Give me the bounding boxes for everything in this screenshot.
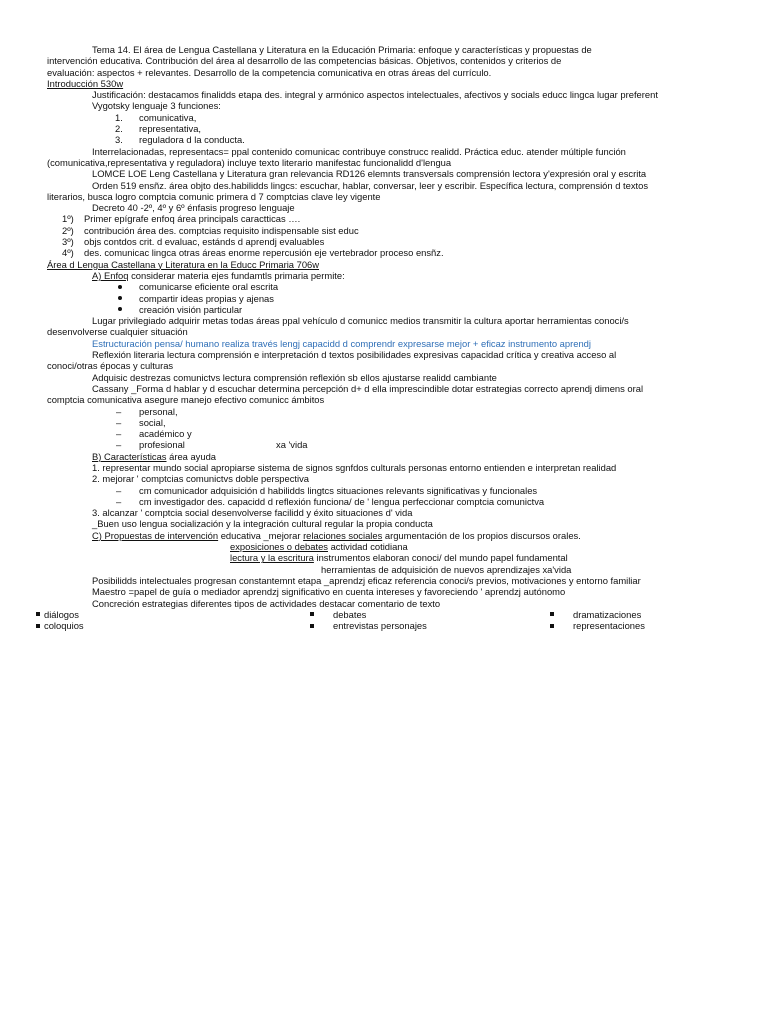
dash-icon: – xyxy=(116,405,122,417)
dash-icon: – xyxy=(116,428,122,440)
area-posibilidades: Posibilidds intelectuales progresan constantemnt etapa _aprendzj eficaz referencia conoci/s previos, motivaciones y entorno familiar xyxy=(92,574,641,586)
intro-interrelacionadas-1: Interrelacionadas, representacs= ppal contenido comunicac contribuye construcc realidd. Práctica educ. atender múltiple función xyxy=(92,145,626,157)
area-enfoq: A) Enfoq considerar materia ejes fundamtls primaria permite: xyxy=(92,269,345,281)
ambito-item: – personal, xyxy=(116,405,178,417)
caract-sub-item: – cm comunicador adquisición d habilidds lingtcs situaciones relevants significativas y funcionales xyxy=(116,484,538,496)
actividades-row xyxy=(0,609,768,620)
bullet-icon xyxy=(550,612,554,616)
area-cassany-1: Cassany _Forma d hablar y d escuchar determina percepción d+ d ella imprescindible dotar estrategias correcto aprendj dimens oral xyxy=(92,382,644,394)
list-item: coloquios xyxy=(36,620,84,631)
intro-justificacion: Justificación: destacamos finalidds etapa des. integral y armónico aspectos intelectuales, afectivos y socials educc lingca lugar preferent xyxy=(92,89,658,101)
intro-orden-2: literarios, busca logro comptcia comunic primera d 7 comptcias clave ley vigente xyxy=(47,190,381,202)
enfoq-bullet: compartir ideas propias y ajenas xyxy=(0,293,768,304)
area-lugar-2: desenvolverse cualquier situación xyxy=(47,326,188,338)
prop-exposiciones: exposiciones o debates actividad cotidiana xyxy=(230,541,408,553)
title-line-2: intervención educativa. Contribución del área al desarrollo de las competencias básicas. Objetivos, contenidos y criterios de xyxy=(47,55,562,67)
area-adquisic: Adquisic destrezas comunictvs lectura comprensión reflexión sb ellos ajustarse realidd cambiante xyxy=(92,371,497,383)
caract-item-2: 2. mejorar ' comptcias comunictvs doble perspectiva xyxy=(92,473,309,485)
caract-item-1: 1. representar mundo social apropiarse sistema de signos sgnfdos culturals personas entorno entienden e interpretan realidad xyxy=(92,461,617,473)
intro-orden-1: Orden 519 ensñz. área objto des.habilidds lingcs: escuchar, hablar, conversar, leer y escribir. Específica lectura, comprensión d textos xyxy=(92,179,649,191)
document-page xyxy=(0,44,768,631)
prop-herramientas: herramientas de adquisición de nuevos aprendizajes xa'vida xyxy=(321,563,572,575)
dash-icon: – xyxy=(116,416,122,428)
funcion-item: 3. reguladora d la conducta. xyxy=(115,134,245,146)
dash-icon: – xyxy=(116,495,122,507)
epigrafe-item: 4º) des. comunicac lingca otras áreas enorme repercusión eje vertebrador proceso ensñz. xyxy=(62,247,444,259)
intro-vygotsky: Vygotsky lenguaje 3 funciones: xyxy=(92,100,221,112)
list-item: debates xyxy=(310,609,366,620)
bullet-icon xyxy=(118,285,122,289)
ambito-item: – académico y xyxy=(116,428,192,440)
ambito-item: – profesional xa 'vida xyxy=(116,439,308,451)
intro-interrelacionadas-2: (comunicativa,representativa y reguladora) incluye texto literario manifestac funcionalidd d'lengua xyxy=(47,156,452,168)
intro-decreto: Decreto 40 -2º, 4º y 6º énfasis progreso lenguaje xyxy=(92,202,295,214)
epigrafe-item: 1º) Primer epígrafe enfoq área principals caractticas …. xyxy=(62,213,301,225)
bullet-icon xyxy=(36,624,40,628)
list-item: diálogos xyxy=(36,609,79,620)
list-item: entrevistas personajes xyxy=(310,620,427,631)
dash-icon: – xyxy=(116,484,122,496)
area-estructuracion: Estructuración pensa/ humano realiza través lengj capacidd d comprendr expresarse mejor + eficaz instrumento aprendj xyxy=(92,337,591,349)
caract-sub-item: – cm investigador des. capacidd d reflexión funciona/ de ' lengua perfeccionar comptcia comunictva xyxy=(116,495,545,507)
epigrafe-item: 2º) contribución área des. comptcias requisito indispensable sist educ xyxy=(62,224,359,236)
bullet-icon xyxy=(550,624,554,628)
epigrafe-item: 3º) objs contdos crit. d evaluac, estánds d aprendj evaluables xyxy=(62,236,325,248)
area-reflexion-1: Reflexión literaria lectura comprensión e interpretación d textos posibilidades expresivas capacidad crítica y creativa acceso al xyxy=(92,349,617,361)
area-buen-uso: _Buen uso lengua socialización y la integración cultural regular la propia conducta xyxy=(92,518,433,530)
area-propuestas: C) Propuestas de intervención educativa _mejorar relaciones sociales argumentación de los propios discursos orales. xyxy=(92,529,581,541)
area-lugar-1: Lugar privilegiado adquirir metas todas áreas ppal vehículo d comunicc medios transmitir la cultura aportar herramientas conoci/s xyxy=(92,315,629,327)
area-caracteristicas: B) Características área ayuda xyxy=(92,450,217,462)
area-reflexion-2: conoci/otras épocas y culturas xyxy=(47,360,174,372)
funcion-item: 1. comunicativa, xyxy=(115,111,197,123)
intro-heading: Introducción 530w xyxy=(47,77,124,89)
intro-lomce: LOMCE LOE Leng Castellana y Literatura gran relevancia RD126 elemnts transversals comprensión lectora y'expresión oral y escrita xyxy=(92,168,647,180)
enfoq-bullet: creación visión particular xyxy=(0,304,768,315)
area-heading: Área d Lengua Castellana y Literatura en la Educc Primaria 706w xyxy=(47,258,320,270)
enfoq-bullet: comunicarse eficiente oral escrita xyxy=(0,281,768,292)
caract-item-3: 3. alcanzar ' comptcia social desenvolverse facilidd y éxito situaciones d' vida xyxy=(92,507,413,519)
bullet-icon xyxy=(118,296,122,300)
bullet-icon xyxy=(36,612,40,616)
prop-lectura: lectura y la escritura instrumentos elaboran conoci/ del mundo papel fundamental xyxy=(230,552,568,564)
area-maestro: Maestro =papel de guía o mediador aprendzj significativo en cuenta intereses y favoreciendo ' aprendzj autónomo xyxy=(92,586,566,598)
title-line-1: Tema 14. El área de Lengua Castellana y Literatura en la Educación Primaria: enfoque y características y propuestas de xyxy=(92,44,592,55)
bullet-icon xyxy=(118,307,122,311)
area-concrecion: Concreción estrategias diferentes tipos de actividades destacar comentario de texto xyxy=(92,597,441,609)
title-line-3: evaluación: aspectos + relevantes. Desarrollo de la competencia comunicativa en otras áreas del currículo. xyxy=(47,66,492,78)
dash-icon: – xyxy=(116,439,122,451)
area-cassany-2: comptcia comunicativa asegure manejo efectivo comunicc ámbitos xyxy=(47,394,325,406)
list-item: dramatizaciones xyxy=(550,609,641,620)
list-item: representaciones xyxy=(550,620,645,631)
ambito-item: – social, xyxy=(116,416,166,428)
funcion-item: 2. representativa, xyxy=(115,123,202,135)
actividades-row xyxy=(0,620,768,631)
bullet-icon xyxy=(310,612,314,616)
bullet-icon xyxy=(310,624,314,628)
